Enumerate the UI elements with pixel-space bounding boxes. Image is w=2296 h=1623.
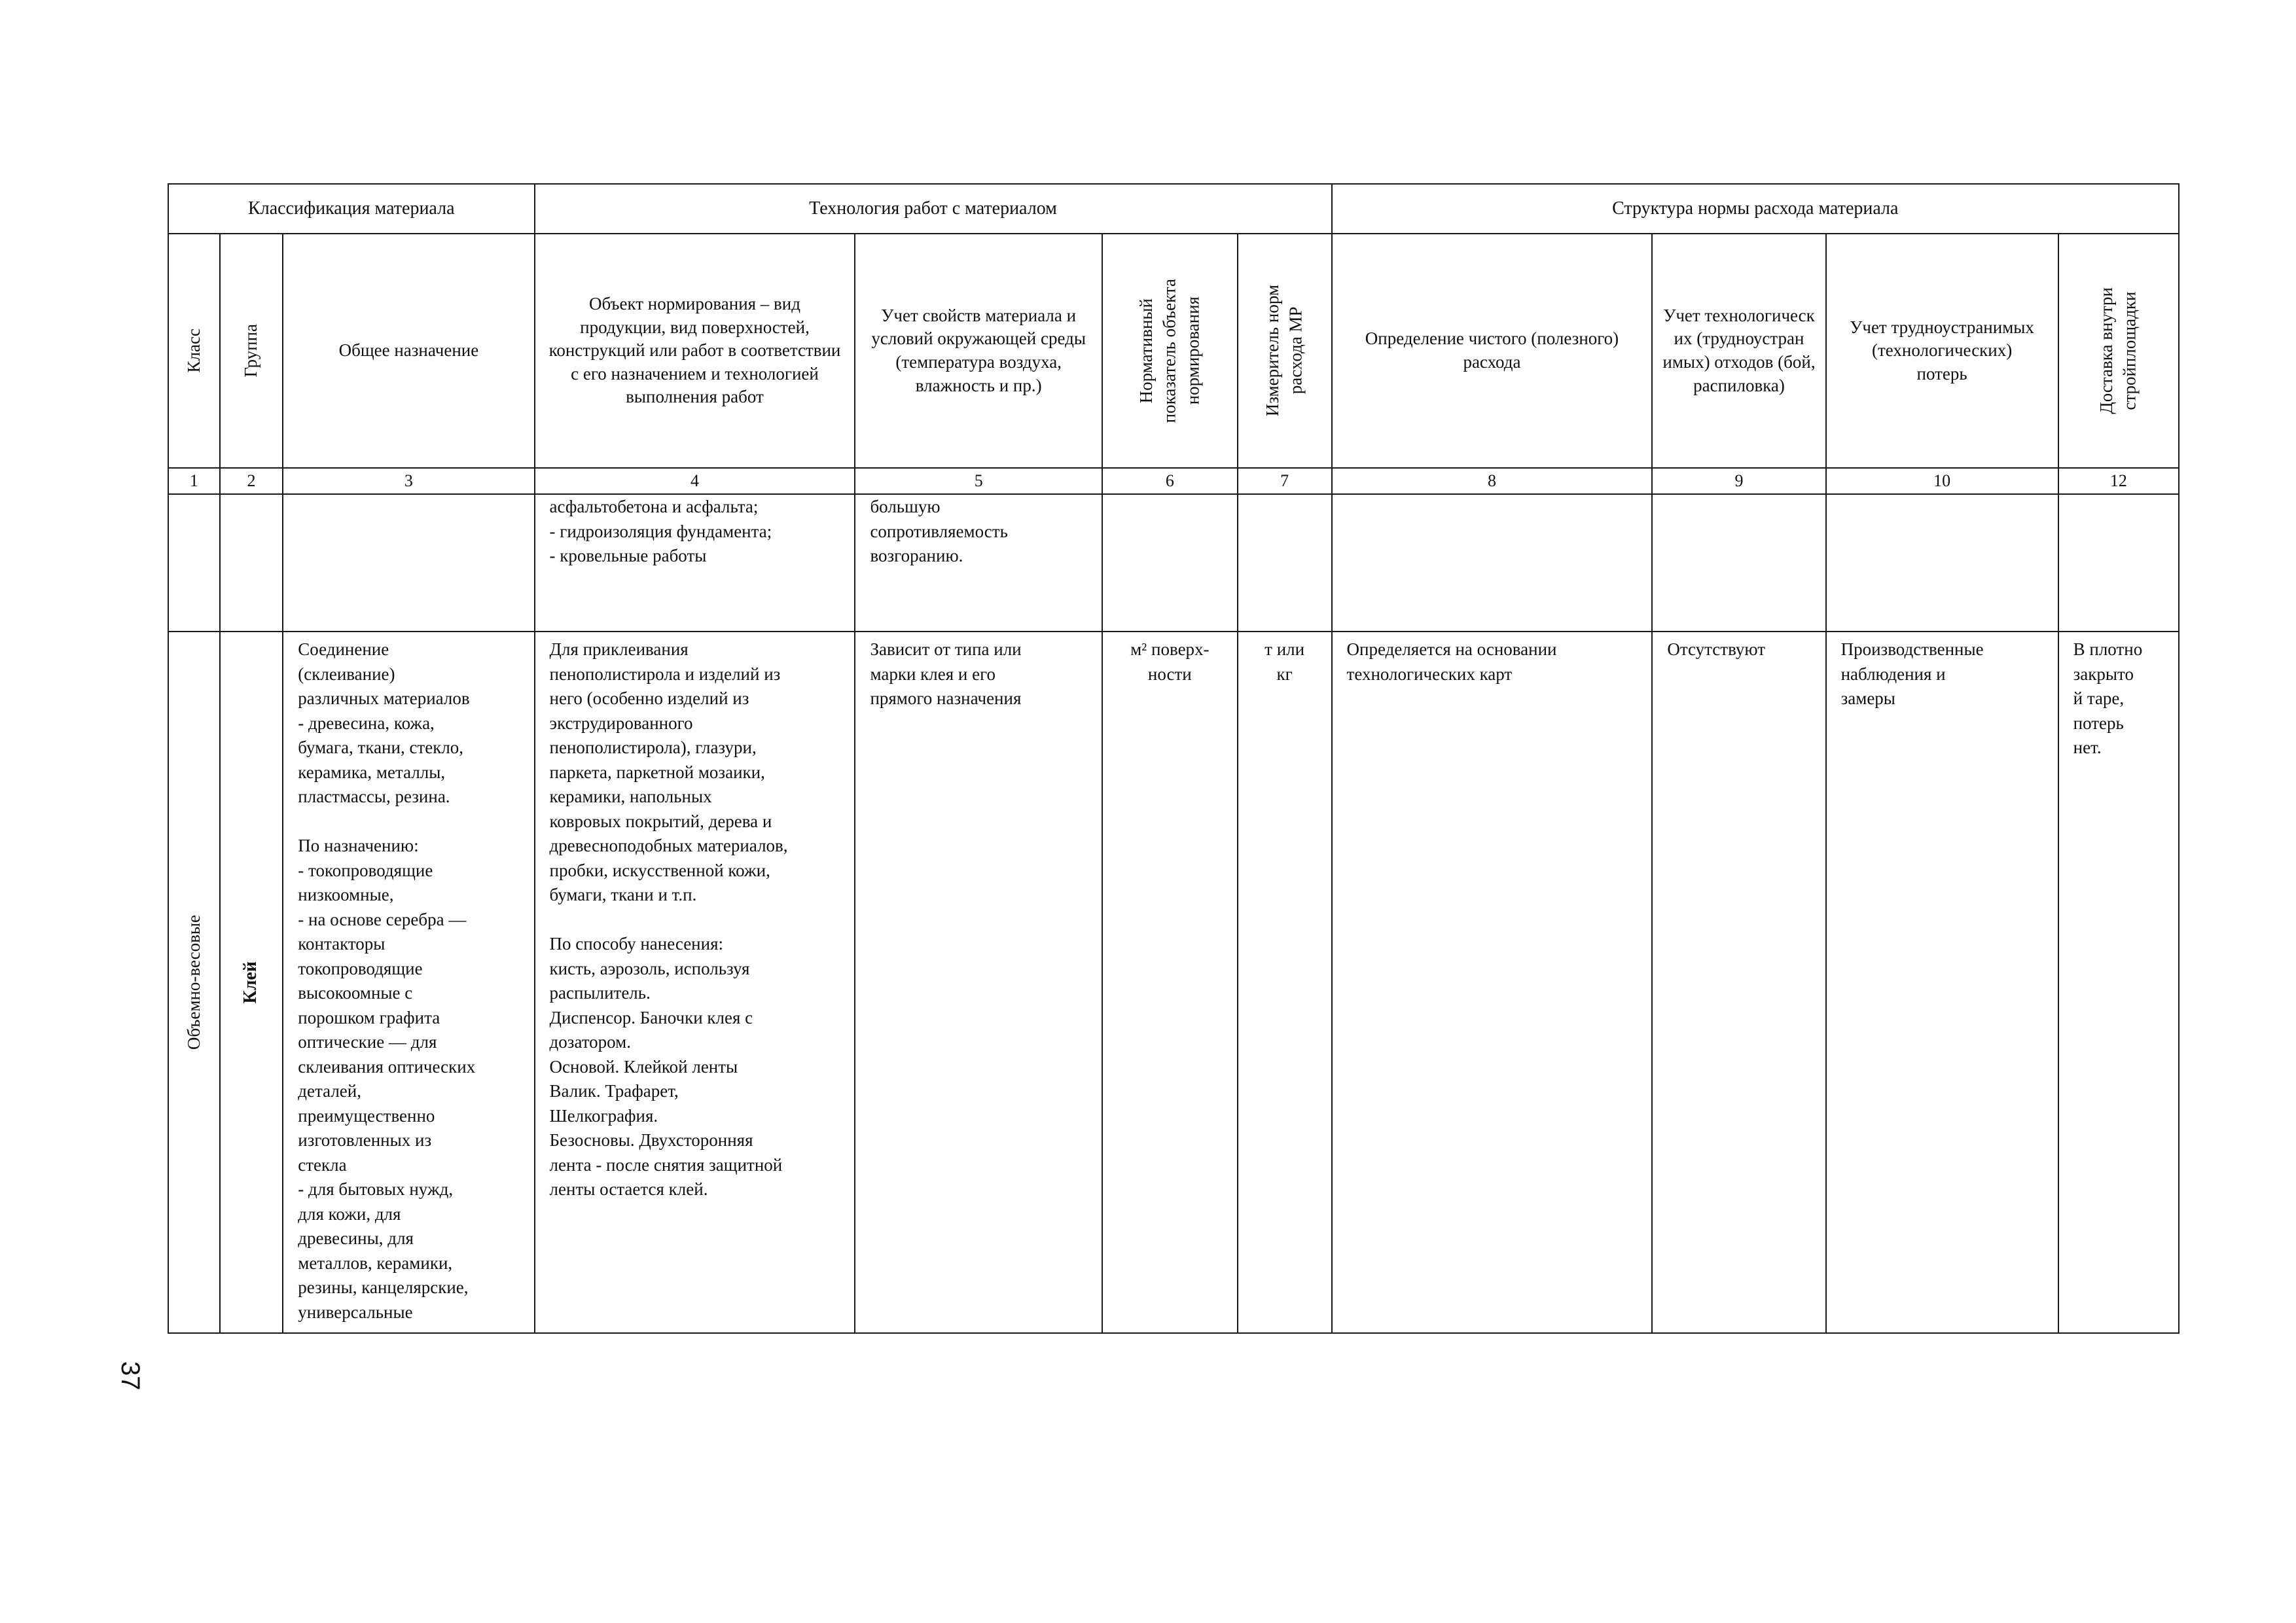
- column-header-properties: [855, 234, 1102, 468]
- column-header-indicator: [1102, 234, 1238, 468]
- table-cell: [2058, 494, 2179, 632]
- net-cell: [1332, 632, 1653, 1333]
- purpose-text: Соединение (склеивание) различных материалов - древесина, кожа, бумага, ткани, стекло, керамика, металлы, пластмассы, резина. По назначению: - токопроводящие низкоомные, - на основе серебра — контакторы токопроводящие высокоомные с порошком графита оптические — для склеивания оптических деталей, преимущественно изготовленных из стекла - для бытовых нужд, для кожи, для древесины, для металлов, керамики, резины, канцелярские, универсальные: [298, 639, 476, 1322]
- continuation-object-text: асфальтобетона и асфальта; - гидроизоляция фундамента; - кровельные работы: [549, 497, 772, 565]
- class-label: Объемно-весовые: [183, 914, 204, 1050]
- object-cell: [535, 632, 855, 1333]
- class-cell: [168, 632, 220, 1333]
- column-header-row: [168, 234, 2179, 468]
- page-number: 37: [116, 1361, 145, 1391]
- meter-text: т или кг: [1265, 639, 1305, 684]
- net-text: Определяется на основании технологических карт: [1346, 639, 1557, 684]
- column-number: 2: [220, 468, 283, 494]
- continuation-row: [168, 494, 2179, 632]
- object-text: Для приклеивания пенополистирола и изделий из него (особенно изделий из экструдированного пенополистирола), глазури, паркета, паркетной мозаики, керамики, напольных ковровых покрытий, дерева и древесноподобных материалов, пробки, искусственной кожи, бумаги, ткани и т.п. По способу нанесения: кисть, аэрозоль, используя распылитель. Диспенсор. Баночки клея с дозатором. Основой. Клейкой ленты Валик. Трафарет, Шелкография. Безосновы. Двухсторонняя лента - после снятия защитной ленты остается клей.: [549, 639, 788, 1199]
- column-header-delivery-label: Доставка внутри стройплощадки: [2096, 287, 2140, 414]
- group-cell: [220, 632, 283, 1333]
- column-header-object: [535, 234, 855, 468]
- table-cell: [220, 494, 283, 632]
- properties-cell: [855, 632, 1102, 1333]
- waste-text: Отсутствуют: [1667, 639, 1766, 659]
- group-header-structure: Структура нормы расхода материала: [1332, 184, 2179, 234]
- column-number: 3: [283, 468, 534, 494]
- table-row: [168, 632, 2179, 1333]
- column-header-meter-label: Измеритель норм расхода МР: [1262, 285, 1306, 417]
- column-header-net-label: Определение чистого (полезного) расхода: [1365, 329, 1619, 372]
- column-header-indicator-label: Нормативный показатель объекта нормирования: [1136, 278, 1203, 423]
- column-number: 5: [855, 468, 1102, 494]
- delivery-cell: [2058, 632, 2179, 1333]
- column-number-row: [168, 468, 2179, 494]
- column-number: 4: [535, 468, 855, 494]
- purpose-cell: [283, 632, 534, 1333]
- properties-text: Зависит от типа или марки клея и его прямого назначения: [870, 639, 1022, 708]
- table-cell: [1102, 494, 1238, 632]
- table-cell: [535, 494, 855, 632]
- column-number: 10: [1826, 468, 2058, 494]
- column-header-purpose: [283, 234, 534, 468]
- column-number: 6: [1102, 468, 1238, 494]
- table-cell: [1238, 494, 1332, 632]
- table-cell: [855, 494, 1102, 632]
- group-header-technology: Технология работ с материалом: [535, 184, 1332, 234]
- column-header-class-label: Класс: [183, 329, 204, 373]
- meter-cell: [1238, 632, 1332, 1333]
- column-number: 12: [2058, 468, 2179, 494]
- column-header-object-label: Объект нормирования – вид продукции, вид поверхностей, конструкций или работ в соответствии с его назначением и технологией выполнения работ: [548, 293, 841, 407]
- column-header-properties-label: Учет свойств материала и условий окружающей среды (температура воздуха, влажность и пр.): [871, 305, 1086, 395]
- table-cell: [1826, 494, 2058, 632]
- column-header-purpose-label: Общее назначение: [338, 340, 479, 361]
- table-cell: [1332, 494, 1653, 632]
- group-header-row: [168, 184, 2179, 234]
- continuation-properties-text: большую сопротивляемость возгоранию.: [870, 497, 1008, 565]
- column-header-class: [168, 234, 220, 468]
- indicator-cell: [1102, 632, 1238, 1333]
- waste-cell: [1652, 632, 1825, 1333]
- column-header-losses-label: Учет трудноустранимых (технологических) потерь: [1850, 317, 2034, 383]
- column-header-delivery: [2058, 234, 2179, 468]
- column-header-meter: [1238, 234, 1332, 468]
- column-header-group-label: Группа: [241, 324, 261, 378]
- material-norms-table: [168, 183, 2179, 1334]
- document-sheet: [168, 183, 2179, 1332]
- losses-text: Производственные наблюдения и замеры: [1840, 639, 1984, 708]
- group-header-classification: Классификация материала: [168, 184, 535, 234]
- column-header-losses: [1826, 234, 2058, 468]
- column-header-net: [1332, 234, 1653, 468]
- column-header-waste: [1652, 234, 1825, 468]
- delivery-text: В плотно закрыто й таре, потерь нет.: [2073, 639, 2143, 757]
- column-number: 7: [1238, 468, 1332, 494]
- column-header-group: [220, 234, 283, 468]
- table-cell: [168, 494, 220, 632]
- column-number: 9: [1652, 468, 1825, 494]
- column-number: 8: [1332, 468, 1653, 494]
- table-cell: [283, 494, 534, 632]
- group-label: Клей: [240, 961, 261, 1004]
- column-header-waste-label: Учет технологическ их (трудноустран имых) отходов (бой, распиловка): [1662, 305, 1816, 395]
- column-number: 1: [168, 468, 220, 494]
- indicator-text: м² поверх- ности: [1130, 639, 1210, 684]
- losses-cell: [1826, 632, 2058, 1333]
- table-cell: [1652, 494, 1825, 632]
